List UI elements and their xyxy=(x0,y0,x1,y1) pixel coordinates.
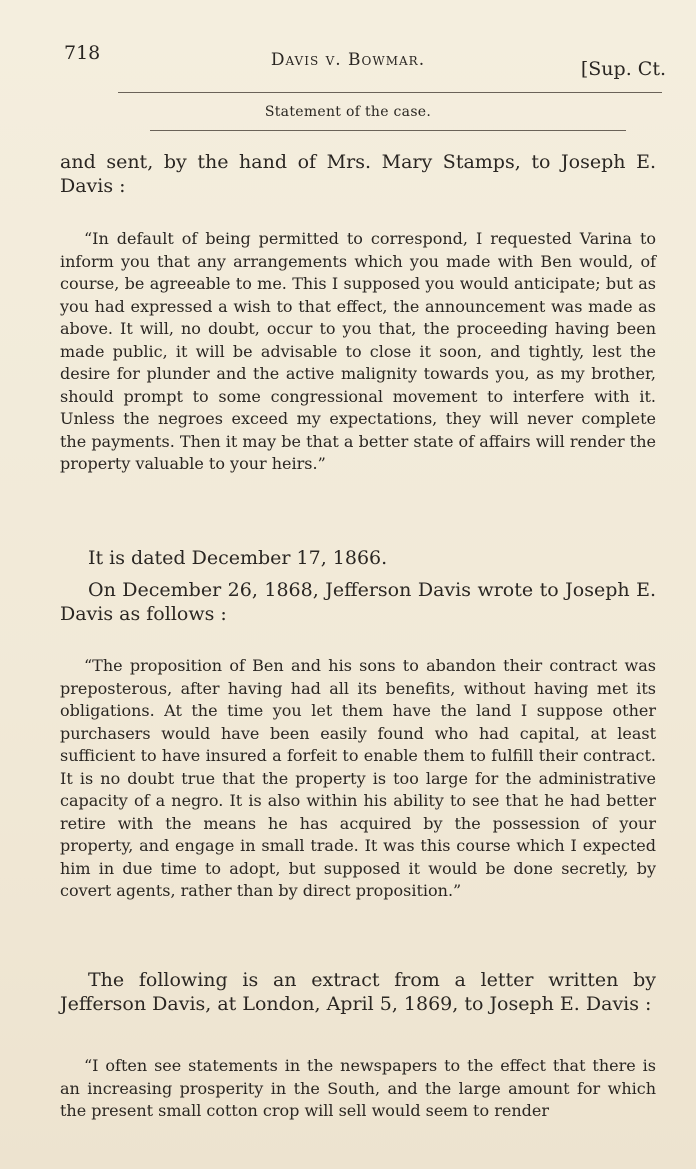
paragraph-date: It is dated December 17, 1866. xyxy=(88,547,388,569)
header-rule-top xyxy=(118,92,662,93)
paragraph-letter-1868-intro: On December 26, 1868, Jefferson Davis wrote to Joseph E. Davis as follows : xyxy=(60,579,656,625)
header-rule-bottom xyxy=(150,130,626,131)
paragraph-letter-1869-intro: The following is an extract from a letter written by Jefferson Davis, at London, April 5, 1869, to Joseph E. Davis : xyxy=(60,969,656,1015)
court-label: [Sup. Ct. xyxy=(580,58,666,80)
page-number: 718 xyxy=(64,42,101,64)
quote-letter-1869: “I often see statements in the newspapers to the effect that there is an increasing prosperity in the South, and the large amount for which the present small cotton crop will sell would seem to render xyxy=(60,1056,656,1120)
case-heading: Statement of the case. xyxy=(264,104,432,120)
quote-letter-1866: “In default of being permitted to correspond, I requested Varina to inform you that any arrangements which you made with Ben would, of course, be agreeable to me. This I supposed you would anticipate; but as you had expressed a wish to that effect, the announcement was made as above. It will, no doubt, occur to you that, the proceeding having been made public, it will be advisable to close it soon, and tightly, lest the desire for plunder and the active malignity towards you, as my brother, should prompt to some congressional movement to interfere with it. Unless the negroes exceed my expectations, they will never complete the payments. Then it may be that a better state of affairs will render the property valuable to your heirs.” xyxy=(60,229,656,473)
quote-letter-1868: “The proposition of Ben and his sons to abandon their contract was preposterous, after having had all its benefits, without having met its obligations. At the time you let them have the land I suppose other purchasers would have been easily found who had capital, at least sufficient to have insured a forfeit to enable them to fulfill their contract. It is no doubt true that the property is too large for the administrative capacity of a negro. It is also within his ability to see that he had better retire with the means he has acquired by the possession of your property, and engage in small trade. It was this course which I expected him in due time to adopt, but supposed it would be done secretly, by covert agents, rather than by direct proposition.” xyxy=(60,656,656,900)
running-head: Davis v. Bowmar. xyxy=(270,50,426,70)
paragraph-intro: and sent, by the hand of Mrs. Mary Stamps, to Joseph E. Davis : xyxy=(60,151,656,197)
